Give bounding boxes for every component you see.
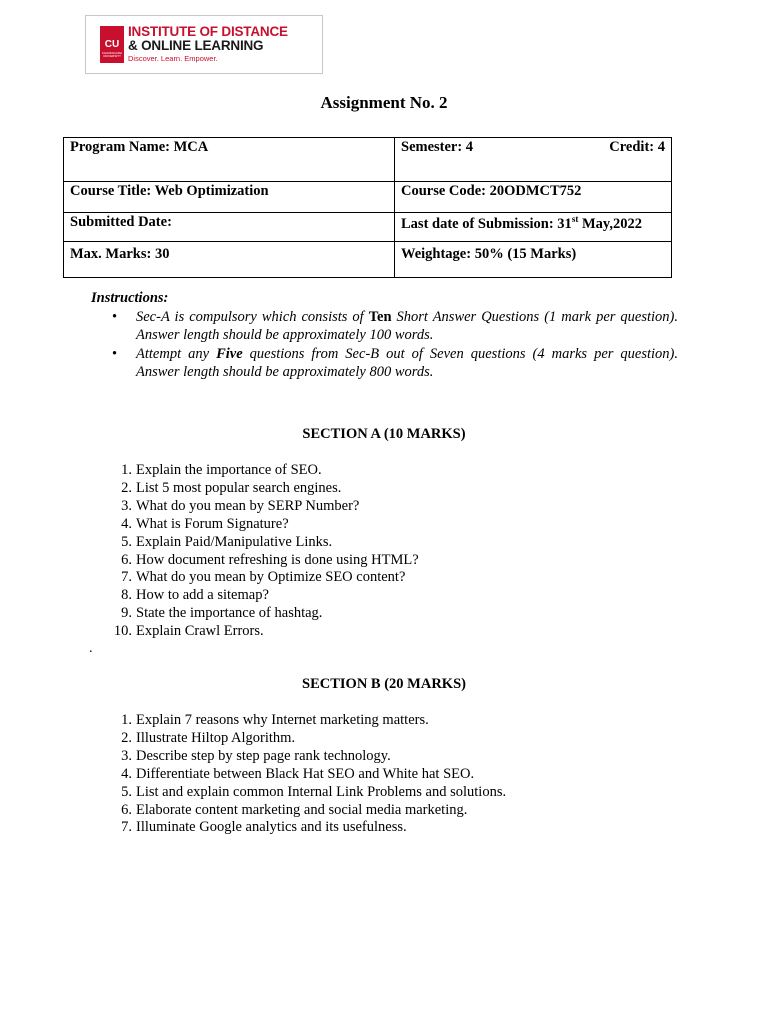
question-text: List and explain common Internal Link Problems and solutions.: [136, 783, 507, 800]
instruction-text: Short Answer Questions (1 mark per question). Answer length should be approximately 100 words.: [136, 309, 678, 343]
last-date-cell: [395, 213, 672, 242]
logo-line-2: & ONLINE LEARNING: [128, 38, 264, 53]
question-number: 7.: [121, 569, 132, 586]
question-item: [110, 802, 506, 820]
instruction-text: questions from Sec-B out of Seven questions (4 marks per question). Answer length should be approximately 800 words.: [136, 346, 678, 380]
logo-tagline: Discover. Learn. Empower.: [128, 54, 218, 63]
instruction-emphasis: Ten: [368, 309, 392, 325]
section-b-questions: [110, 712, 506, 837]
course-title-cell: Course Title: Web Optimization: [64, 182, 395, 213]
question-text: How to add a sitemap?: [136, 587, 269, 604]
stray-dot: .: [89, 641, 93, 656]
question-item: [110, 587, 419, 605]
question-text: Illustrate Hiltop Algorithm.: [136, 729, 296, 746]
question-text: What do you mean by SERP Number?: [136, 497, 360, 514]
semester-credit-cell: [395, 138, 672, 182]
question-number: 1.: [121, 712, 132, 728]
question-item: [110, 480, 419, 498]
question-item: [110, 534, 419, 552]
question-text: Explain Crawl Errors.: [136, 623, 264, 640]
question-number: 7.: [121, 819, 132, 836]
submitted-date-cell: Submitted Date:: [64, 213, 395, 242]
max-marks-cell: Max. Marks: 30: [64, 242, 395, 278]
question-item: [110, 784, 506, 802]
question-number: 5.: [121, 783, 132, 800]
question-text: Illuminate Google analytics and its usefulness.: [136, 819, 407, 836]
section-a-heading: SECTION A (10 MARKS): [302, 426, 466, 442]
question-number: 1.: [121, 462, 132, 478]
question-item: [110, 623, 419, 641]
assignment-title: Assignment No. 2: [320, 93, 448, 112]
instruction-item: [110, 345, 678, 381]
question-text: State the importance of hashtag.: [136, 605, 323, 622]
question-number: 6.: [121, 551, 132, 568]
last-date-ordinal: st: [571, 214, 579, 224]
instruction-emphasis: Five: [216, 346, 243, 362]
section-a-questions: [110, 462, 419, 641]
instruction-item: [110, 308, 678, 344]
question-text: Explain 7 reasons why Internet marketing matters.: [136, 712, 429, 728]
last-date-suffix: May,2022: [578, 215, 642, 232]
logo-badge-subtext: CHANDIGARH UNIVERSITY: [101, 51, 123, 58]
logo-badge-text: CU: [104, 39, 120, 50]
question-number: 3.: [121, 747, 132, 764]
question-item: [110, 748, 506, 766]
question-text: Differentiate between Black Hat SEO and White hat SEO.: [136, 765, 475, 782]
question-item: [110, 462, 419, 480]
instructions-list: [110, 308, 678, 382]
last-date-prefix: Last date of Submission: 31: [401, 215, 572, 232]
cu-badge-icon: [100, 26, 124, 63]
question-number: 3.: [121, 497, 132, 514]
question-item: [110, 569, 419, 587]
question-item: [110, 605, 419, 623]
question-item: [110, 712, 506, 730]
instruction-text: Sec-A is compulsory which consists of: [136, 309, 369, 325]
question-item: [110, 819, 506, 837]
course-code-cell: Course Code: 20ODMCT752: [395, 182, 672, 213]
question-item: [110, 552, 419, 570]
question-number: 10.: [113, 623, 132, 640]
question-item: [110, 766, 506, 784]
question-number: 9.: [121, 605, 132, 622]
instruction-text: Attempt any: [136, 346, 217, 362]
bullet-icon: •: [112, 309, 118, 325]
question-text: Describe step by step page rank technology.: [136, 747, 391, 764]
section-b-heading: SECTION B (20 MARKS): [302, 676, 466, 692]
program-name-cell: Program Name: MCA: [64, 138, 395, 182]
course-info-table: [63, 137, 672, 278]
question-number: 6.: [121, 801, 132, 818]
question-text: Elaborate content marketing and social media marketing.: [136, 801, 468, 818]
question-text: List 5 most popular search engines.: [136, 479, 342, 496]
credit-value: Credit: 4: [609, 139, 665, 155]
question-number: 5.: [121, 533, 132, 550]
question-text: Explain Paid/Manipulative Links.: [136, 533, 333, 550]
weightage-cell: Weightage: 50% (15 Marks): [395, 242, 672, 278]
question-text: How document refreshing is done using HTML?: [136, 551, 419, 568]
institute-logo: [85, 15, 323, 74]
question-item: [110, 498, 419, 516]
question-number: 2.: [121, 479, 132, 496]
bullet-icon: •: [112, 346, 118, 362]
semester-value: Semester: 4: [401, 139, 474, 155]
question-item: [110, 730, 506, 748]
instructions-label: Instructions:: [91, 290, 169, 306]
question-number: 8.: [121, 587, 132, 604]
question-text: Explain the importance of SEO.: [136, 462, 322, 478]
question-number: 2.: [121, 729, 132, 746]
question-number: 4.: [121, 765, 132, 782]
logo-line-1: INSTITUTE OF DISTANCE: [128, 24, 288, 39]
question-item: [110, 516, 419, 534]
question-text: What is Forum Signature?: [136, 515, 289, 532]
question-number: 4.: [121, 515, 132, 532]
question-text: What do you mean by Optimize SEO content?: [136, 569, 406, 586]
